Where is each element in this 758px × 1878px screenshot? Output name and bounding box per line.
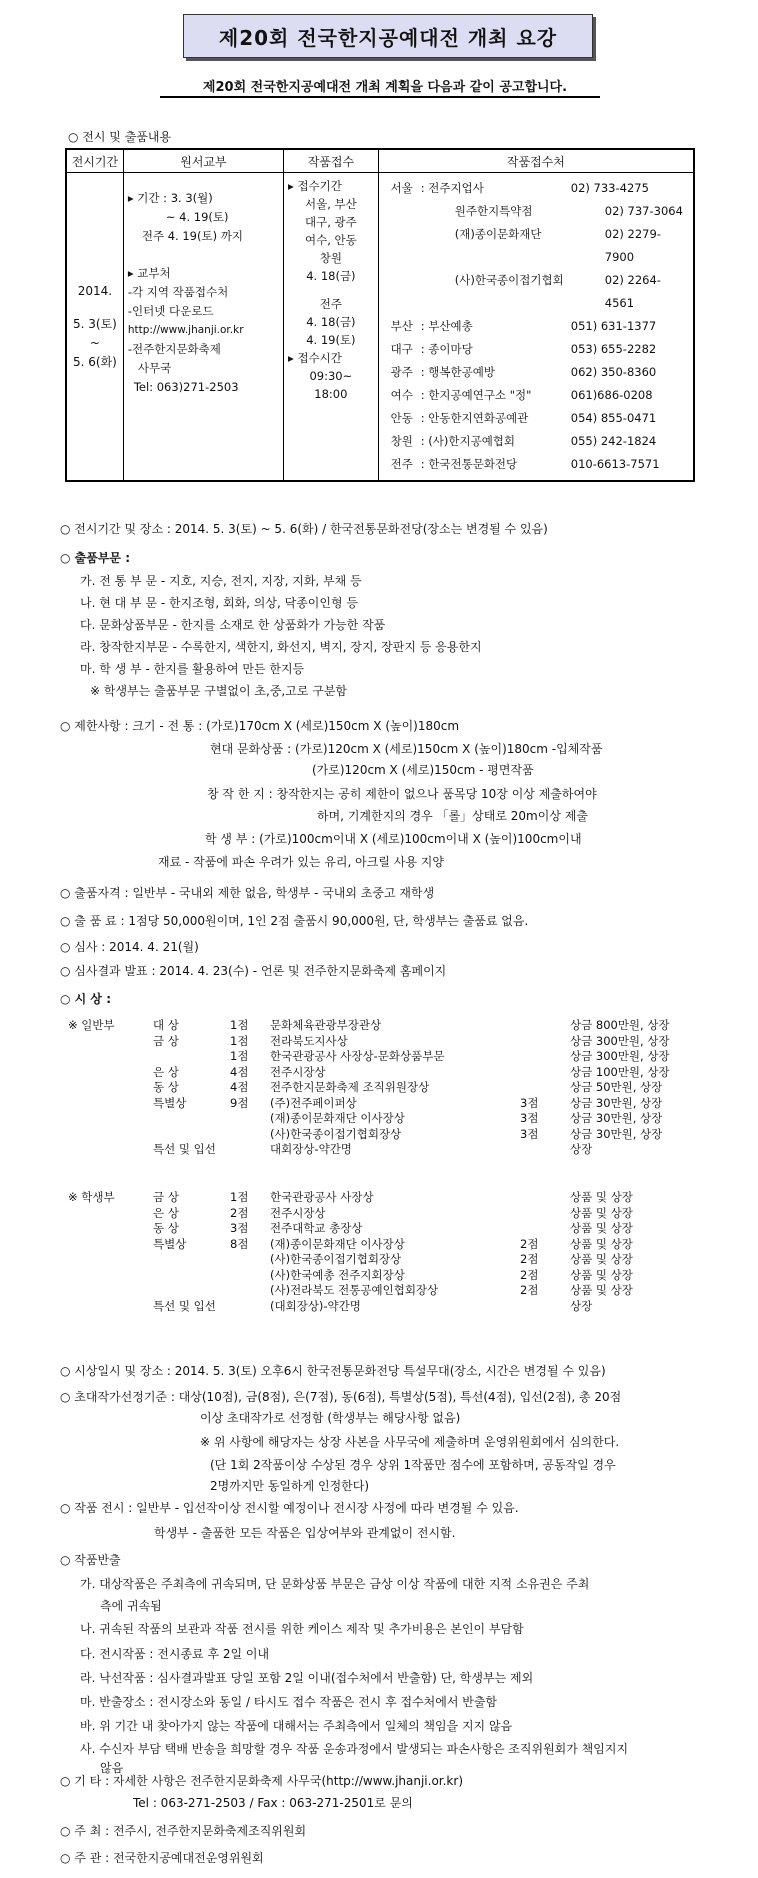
award-cell-b: 동 상 [153, 1221, 179, 1235]
award-cell-d: (사)한국종이접기협회장상 [270, 1126, 402, 1141]
return-item: 측에 귀속됨 [100, 1599, 162, 1613]
award-cell-c: 1점 [230, 1049, 249, 1063]
award-cell-b: 금 상 [153, 1033, 179, 1048]
receiver-city: 부산 [390, 319, 413, 333]
reception-line: 여수, 안동 [305, 233, 357, 247]
award-cell-d: 한국관광공사 사장상-문화상품부문 [270, 1049, 445, 1063]
award-cell-f: 상장 [570, 1298, 593, 1313]
category-item: 라. 창작한지부문 - 수록한지, 색한지, 화선지, 벽지, 장지, 장판지 등 응용한지 [80, 640, 482, 654]
award-cell-f: 상금 30만원, 상장 [570, 1126, 663, 1141]
limits-line-6: 학 생 부 : (가로)100cm이내 X (세로)100cm이내 X (높이)100cm이내 [205, 832, 582, 846]
receiver-city [383, 200, 421, 223]
period-year: 2014. [77, 283, 113, 298]
limits-line-5: 하며, 기계한지의 경우 「롤」상태로 20m이상 제출 [317, 809, 588, 823]
award-cell-f: 상금 300만원, 상장 [570, 1033, 670, 1048]
header-application: 원서교부 [123, 149, 283, 173]
award-cell-d: (재)종이문화재단 이사장상 [270, 1111, 405, 1125]
application-tel: Tel: 063)271-2503 [133, 380, 239, 394]
table-body-row [66, 173, 694, 482]
award-cell-d: 문화체육관광부장관상 [270, 1018, 382, 1032]
award-cell-d: 전주대학교 총장상 [270, 1221, 363, 1235]
award-cell-e: 2점 [520, 1236, 539, 1251]
receiver-city: 대구 [390, 342, 413, 356]
application-line: -각 지역 작품접수처 [127, 285, 229, 299]
period-start: 5. 3(토) [73, 316, 117, 331]
award-cell-d: (대회장상)-약간명 [270, 1298, 361, 1313]
award-cell-b: 은 상 [153, 1205, 179, 1220]
receiver-tel: 02) 2264-4561 [604, 273, 661, 310]
receiver-org: : (사)한지공예협회 [420, 434, 516, 448]
award-cell-d: 전주시장상 [270, 1205, 326, 1220]
limits-line-3: (가로)120cm X (세로)150cm - 평면작품 [312, 763, 534, 777]
award-cell-c: 1점 [230, 1018, 249, 1032]
award-cell-d: 전주시장상 [270, 1064, 326, 1079]
receiver-city: 창원 [390, 434, 413, 448]
invited-line-2: 이상 초대작가로 선정함 (학생부는 해당사항 없음) [200, 1411, 461, 1425]
organizer-line: ○ 주 관 : 전국한지공예대전운영위원회 [60, 1851, 264, 1865]
award-cell-c: 4점 [230, 1064, 249, 1079]
award-cell-c: 1점 [230, 1033, 249, 1048]
receiver-row [383, 430, 689, 453]
award-cell-e: 3점 [520, 1126, 539, 1141]
award-cell-a: ※ 일반부 [68, 1018, 115, 1032]
period-tilde: ~ [89, 335, 100, 350]
award-cell-b: 특별상 [153, 1236, 187, 1251]
header-period: 전시기간 [66, 149, 123, 173]
invited-line-1: ○ 초대작가선정기준 : 대상(10점), 금(8점), 은(7점), 동(6점), 특별상(5점), 특선(4점), 입선(2점), 총 20점 [60, 1390, 622, 1404]
award-cell-d: 전라북도지사상 [270, 1033, 348, 1048]
receiver-city: 서울 [390, 181, 413, 195]
reception-line: ▸ 접수시간 [288, 351, 342, 365]
receiver-row [383, 200, 689, 223]
award-cell-c: 3점 [230, 1221, 249, 1235]
award-cell-c: 4점 [230, 1080, 249, 1094]
limits-line-1: ○ 제한사항 : 크기 - 전 통 : (가로)170cm X (세로)150cm X (높이)180cm [60, 719, 460, 733]
reception-line: 대구, 광주 [305, 215, 357, 229]
receiver-row [383, 315, 689, 338]
limits-line-4: 창 작 한 지 : 창작한지는 공히 제한이 없으나 품목당 10장 이상 제출하여야 [207, 787, 597, 801]
exhibit-info-table [65, 148, 695, 482]
receiver-city: 여수 [390, 388, 413, 402]
return-item: 바. 위 기간 내 찾아가지 않는 작품에 대해서는 주최측에서 일체의 책임을 지지 않음 [80, 1719, 513, 1733]
award-cell-c: 1점 [230, 1190, 249, 1204]
table-header-row [66, 149, 694, 173]
period-end: 5. 6(화) [73, 354, 117, 369]
receivers-list [383, 177, 689, 476]
receiver-row [383, 338, 689, 361]
receiver-tel: 061)686-0208 [570, 388, 653, 402]
application-line: -전주한지문화축제 [127, 342, 221, 356]
application-line: ▸ 기간 : 3. 3(월) [127, 191, 213, 205]
award-cell-f: 상금 50만원, 상장 [570, 1080, 663, 1094]
document-subtitle: 제20회 전국한지공예대전 개최 계획을 다음과 같이 공고합니다. [202, 80, 568, 95]
receiver-tel: 010-6613-7571 [570, 457, 660, 471]
application-cell [123, 173, 283, 482]
display-line-2: 학생부 - 출품한 모든 작품은 입상여부와 관계없이 전시함. [154, 1526, 456, 1540]
receiver-tel: 062) 350-8360 [570, 365, 657, 379]
category-item: 가. 전 통 부 문 - 지호, 지승, 전지, 지장, 지화, 부채 등 [80, 574, 362, 588]
receiver-org: : 전주지업사 [420, 181, 484, 195]
award-cell-a: ※ 학생부 [68, 1190, 115, 1204]
award-cell-d: (주)전주페이퍼상 [270, 1095, 357, 1110]
fee-line: ○ 출 품 료 : 1점당 50,000원이며, 1인 2점 출품시 90,000원, 단, 학생부는 출품료 없음. [60, 914, 529, 928]
receiver-org: 원주한지특약점 [454, 204, 533, 218]
award-cell-e: 2점 [520, 1283, 539, 1297]
receiver-row [383, 269, 689, 315]
category-item: 나. 현 대 부 문 - 한지조형, 회화, 의상, 닥종이인형 등 [80, 596, 358, 610]
award-cell-b: 금 상 [153, 1190, 179, 1204]
award-cell-d: 대회장상-약간명 [270, 1142, 352, 1156]
reception-line: 4. 19(토) [306, 333, 356, 347]
invited-line-3: ※ 위 사항에 해당자는 상장 사본을 사무국에 제출하며 운영위원회에서 심의한다. [200, 1435, 620, 1449]
award-cell-f: 상금 30만원, 상장 [570, 1095, 663, 1110]
receiver-org: : 안동한지연화공예관 [420, 411, 529, 425]
application-line: 전주 4. 19(토) 까지 [141, 229, 243, 243]
award-cell-f: 상품 및 상장 [570, 1283, 633, 1297]
award-cell-e: 2점 [520, 1252, 539, 1266]
award-cell-f: 상품 및 상장 [570, 1252, 633, 1266]
application-line: 사무국 [137, 361, 172, 375]
receiver-tel: 051) 631-1377 [570, 319, 657, 333]
award-cell-f: 상품 및 상장 [570, 1205, 633, 1220]
receiver-org: : 한지공예연구소 "정" [420, 388, 532, 402]
award-cell-d: (재)종이문화재단 이사장상 [270, 1236, 405, 1251]
receiver-row [383, 407, 689, 430]
award-cell-e: 2점 [520, 1267, 539, 1282]
category-item: 마. 학 생 부 - 한지를 활용하여 만든 한지등 [80, 662, 305, 676]
return-item: 가. 대상작품은 주최측에 귀속되며, 단 문화상품 부문은 금상 이상 작품에 대한 지적 소유권은 주최 [80, 1577, 590, 1591]
header-reception: 작품접수 [284, 149, 379, 173]
award-cell-f: 상금 30만원, 상장 [570, 1111, 663, 1125]
award-cell-b: 특별상 [153, 1095, 187, 1110]
award-cell-b: 특선 및 입선 [153, 1142, 216, 1156]
award-cell-c: 2점 [230, 1205, 249, 1220]
award-cell-b: 특선 및 입선 [153, 1298, 216, 1313]
etc-line-2: Tel : 063-271-2503 / Fax : 063-271-2501로 문의 [133, 1796, 413, 1810]
section-exhibit-heading: ○ 전시 및 출품내용 [68, 130, 172, 144]
reception-cell [284, 173, 379, 482]
reception-line: 18:00 [314, 387, 348, 401]
award-cell-f: 상장 [570, 1142, 593, 1156]
award-cell-b: 동 상 [153, 1080, 179, 1094]
category-item: ※ 학생부는 출품부문 구별없이 초,중,고로 구분함 [90, 684, 348, 698]
application-line: -인터넷 다운로드 [127, 304, 214, 318]
award-cell-b: 대 상 [153, 1018, 179, 1032]
reception-line: 09:30~ [309, 369, 353, 383]
award-cell-d: (사)한국종이접기협회장상 [270, 1252, 402, 1266]
reception-line: 4. 18(금) [306, 269, 356, 283]
invited-line-4: (단 1회 2작품이상 수상된 경우 상위 1작품만 점수에 포함하며, 공동작일 경우 [210, 1458, 616, 1472]
receiver-org: : 행복한공예방 [420, 365, 495, 379]
return-item: 않음 [100, 1761, 124, 1775]
return-item: 라. 낙선작품 : 심사결과발표 당일 포함 2일 이내(접수처에서 반출함) 단, 학생부는 제외 [80, 1671, 534, 1685]
award-cell-f: 상금 100만원, 상장 [570, 1064, 670, 1079]
awards-heading: ○ 시 상 : [60, 992, 111, 1006]
receiver-org: : 한국전통문화전당 [420, 457, 518, 471]
application-line: ▸ 교부처 [127, 266, 171, 280]
return-item: 나. 귀속된 작품의 보관과 작품 전시를 위한 케이스 제작 및 추가비용은 본인이 부담함 [80, 1622, 524, 1636]
receiver-city: 전주 [390, 457, 413, 471]
qualification-line: ○ 출품자격 : 일반부 - 국내외 제한 없음, 학생부 - 국내외 초중고 재학생 [60, 886, 435, 900]
receiver-tel: 054) 855-0471 [570, 411, 657, 425]
receiver-tel: 02) 733-4275 [570, 181, 649, 195]
award-cell-e: 3점 [520, 1095, 539, 1110]
receiver-row [383, 384, 689, 407]
receiver-city [383, 269, 421, 315]
display-line-1: ○ 작품 전시 : 일반부 - 입선작이상 전시할 예정이나 전시장 사정에 따라 변경될 수 있음. [60, 1501, 519, 1515]
invited-line-5: 2명까지만 동일하게 인정한다) [210, 1479, 370, 1493]
award-cell-f: 상금 800만원, 상장 [570, 1018, 670, 1032]
receiver-row [383, 453, 689, 476]
award-cell-d: (사)전라북도 전통공예인협회장상 [270, 1283, 439, 1297]
limits-line-2: 현대 문화상품 : (가로)120cm X (세로)150cm X (높이)180cm -입체작품 [210, 742, 603, 756]
return-item: 다. 전시작품 : 전시종료 후 2일 이내 [80, 1647, 270, 1661]
reception-line: 전주 [319, 297, 342, 311]
receiver-org: (사)한국종이접기협회 [454, 273, 564, 287]
subtitle-underline [160, 96, 600, 98]
receiver-city: 광주 [390, 365, 413, 379]
limits-line-7: 재료 - 작품에 파손 우려가 있는 유리, 아크릴 사용 지양 [158, 855, 444, 869]
categories-heading: ○ 출품부문 : [60, 551, 130, 565]
reception-line: 서울, 부산 [305, 197, 357, 211]
award-cell-f: 상품 및 상장 [570, 1221, 633, 1235]
award-cell-f: 상품 및 상장 [570, 1236, 633, 1251]
award-cell-f: 상품 및 상장 [570, 1190, 633, 1204]
receiver-row [383, 223, 689, 269]
header-receivers: 작품접수처 [378, 149, 694, 173]
receivers-cell [378, 173, 694, 482]
receiver-org: (재)종이문화재단 [454, 227, 542, 241]
award-cell-d: 전주한지문화축제 조직위원장상 [270, 1080, 430, 1094]
award-cell-f: 상금 300만원, 상장 [570, 1049, 670, 1063]
application-line: ~ 4. 19(토) [165, 210, 229, 224]
receiver-tel: 02) 737-3064 [604, 204, 683, 218]
award-cell-b: 은 상 [153, 1064, 179, 1079]
receiver-row [383, 177, 689, 200]
return-item: 마. 반출장소 : 전시장소와 동일 / 타시도 접수 작품은 전시 후 접수처에서 반출함 [80, 1695, 498, 1709]
reception-line: 4. 18(금) [306, 315, 356, 329]
award-cell-c: 8점 [230, 1236, 249, 1251]
award-cell-c: 9점 [230, 1095, 249, 1110]
receiver-tel: 02) 2279-7900 [604, 227, 661, 264]
receiver-tel: 053) 655-2282 [570, 342, 657, 356]
award-cell-f: 상품 및 상장 [570, 1267, 633, 1282]
period-place-line: ○ 전시기간 및 장소 : 2014. 5. 3(토) ~ 5. 6(화) / 한국전통문화전당(장소는 변경될 수 있음) [60, 522, 548, 536]
etc-line-1: ○ 기 타 : 자세한 사항은 전주한지문화축제 사무국(http://www.jhanji.or.kr) [60, 1774, 463, 1788]
receiver-org: : 부산예총 [420, 319, 473, 333]
award-cell-d: 한국관광공사 사장상 [270, 1190, 374, 1204]
category-item: 다. 문화상품부문 - 한지를 소재로 한 상품화가 가능한 작품 [80, 618, 386, 632]
award-cell-d: (사)한국예총 전주지회장상 [270, 1267, 405, 1282]
award-cell-e: 3점 [520, 1111, 539, 1125]
application-url: http://www.jhanji.or.kr [127, 324, 244, 336]
announce-line: ○ 심사결과 발표 : 2014. 4. 23(수) - 언론 및 전주한지문화축제 홈페이지 [60, 964, 447, 978]
ceremony-line: ○ 시상일시 및 장소 : 2014. 5. 3(토) 오후6시 한국전통문화전당 특설무대(장소, 시간은 변경될 수 있음) [60, 1364, 606, 1378]
receiver-city: 안동 [390, 411, 413, 425]
receiver-tel: 055) 242-1824 [570, 434, 657, 448]
receiver-row [383, 361, 689, 384]
document-title: 제20회 전국한지공예대전 개최 요강 [183, 14, 593, 58]
review-line: ○ 심사 : 2014. 4. 21(월) [60, 940, 199, 954]
receiver-city [383, 223, 421, 269]
receiver-org: : 종이마당 [420, 342, 473, 356]
reception-line: 창원 [319, 251, 342, 265]
return-item: 사. 수신자 부담 택배 반송을 희망할 경우 작품 운송과정에서 발생되는 파손사항은 조직위원회가 책임지지 [80, 1742, 629, 1756]
reception-line: ▸ 접수기간 [288, 179, 342, 193]
return-heading: ○ 작품반출 [60, 1553, 121, 1567]
period-cell [66, 173, 123, 482]
host-line: ○ 주 최 : 전주시, 전주한지문화축제조직위원회 [60, 1824, 307, 1838]
